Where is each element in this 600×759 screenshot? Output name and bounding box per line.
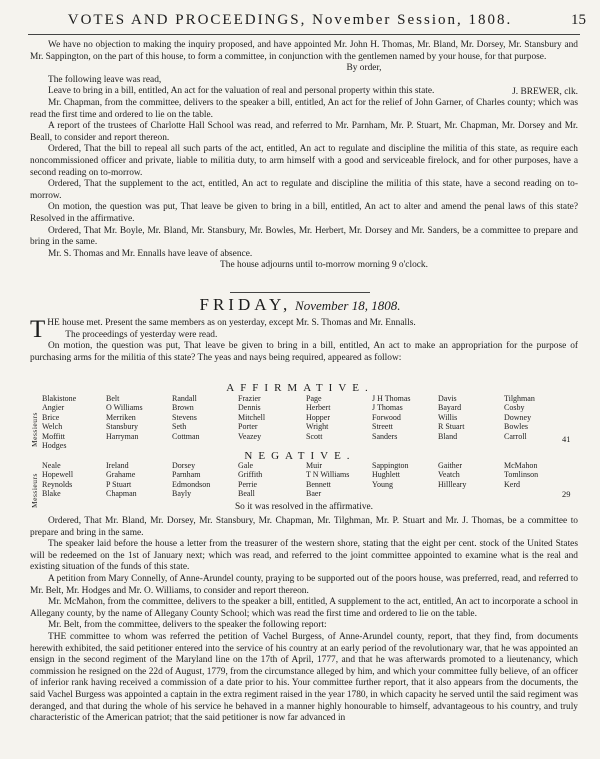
member-name: McMahon (504, 461, 538, 470)
vote-column (372, 461, 408, 489)
paragraph-text: HE house met. Present the same members as on yesterday, except Mr. S. Thomas and Mr. Ennalls. (47, 318, 416, 328)
member-name: Forwood (372, 412, 401, 422)
member-name: Davis (438, 394, 457, 403)
member-name: Young (372, 479, 393, 489)
paragraph: THE committee to whom was referred the petition of Vachel Burgess, of Anne-Arundel county, report, that they find, from documents herewith exhibited, the said petitioner entered into the service of his country at an early period of the revolutionary war, that he was appointed an ensign in the second regiment of the Maryland line on the 17th of April, 1777, and that he was afterwards promoted to a lieutenancy, which commission he resigned on the 22d of August, 1779, from the circumstance alleged by him, and which your committee fully believe, of an officer of inferior rank having received a commission of a date prior to his. Your committee further report, that it also appears from the documents, the said Vachel Burgess was appointed a captain in the extra regiment raised in the year 1780, in which capacity he served until the said regiment was deranged, and that during the whole of his service he behaved in a manner highly honourable to himself, advantageous to his country, and truly characteristic of the American patriot; that the said petitioner is now far advanced in (30, 631, 578, 724)
member-name: Harryman (106, 431, 139, 441)
member-name: Page (306, 394, 322, 403)
member-name: Dennis (238, 403, 261, 413)
member-name: Hopper (306, 412, 330, 422)
vote-column (238, 394, 265, 441)
member-name: Downey (504, 412, 532, 422)
member-name: Angier (42, 403, 65, 413)
page-number: 15 (571, 12, 586, 28)
paragraph: A report of the trustees of Charlotte Hall School was read, and referred to Mr. Parnham, Mr. P. Stuart, Mr. Chapman, Mr. Dorsey and Mr. Beall, to consider and report thereon. (30, 121, 578, 143)
member-name: Edmondson (172, 479, 211, 489)
member-name: Gale (238, 461, 254, 470)
vote-column (172, 461, 210, 499)
vote-column (106, 394, 143, 441)
member-name: Brown (172, 403, 194, 413)
member-name: J Thomas (372, 403, 403, 413)
member-name: Gaither (438, 461, 462, 470)
member-name: T N Williams (306, 470, 350, 480)
header-rule (28, 34, 580, 35)
member-name: Hughlett (372, 470, 400, 480)
vote-column (42, 461, 73, 499)
paragraph: Ordered, That Mr. Boyle, Mr. Bland, Mr. Stansbury, Mr. Bowles, Mr. Herbert, Mr. Dorsey and Mr. Sanders, be a committee to prepare and bring in the same. (30, 225, 578, 248)
member-name: Veazey (238, 431, 262, 441)
vote-column (504, 461, 538, 489)
paragraph: Mr. Chapman, from the committee, delivers to the speaker a bill, entitled, An act for the relief of John Garner, of Charles county; which was read the first time and ordered to lie on the table. (30, 97, 578, 120)
member-name: Beall (238, 489, 255, 499)
member-name: Stansbury (106, 422, 138, 432)
member-name: Baer (306, 489, 322, 499)
member-name: Bland (438, 431, 458, 441)
member-name: Parnham (172, 470, 201, 480)
nov17-proceedings (30, 40, 578, 272)
member-name: Hillleary (438, 479, 467, 489)
member-name: Brice (42, 412, 60, 422)
vote-column (42, 394, 76, 450)
messieurs-label: Messieurs (30, 412, 39, 447)
paragraph: The following leave was read, (48, 74, 162, 85)
member-name: Sappington (372, 461, 409, 470)
paragraph: We have no objection to making the inquiry proposed, and have appointed Mr. John H. Thomas, Mr. Bland, Mr. Dorsey, Mr. Stansbury and Mr. Sappington, on the part of this house, to form a committee, in conjunction with the gentlemen named by your house, for that purpose. (30, 40, 578, 62)
section-rule (230, 292, 370, 293)
member-name: Randall (172, 394, 197, 403)
paragraph: Ordered, That the supplement to the act, entitled, An act to regulate and discipline the militia of this state, have a second reading on to-morrow. (30, 179, 578, 201)
member-name: Porter (238, 422, 258, 432)
paragraph: Leave to bring in a bill, entitled, An act for the valuation of real and personal property within this state. (48, 86, 435, 97)
member-name: Perrie (238, 479, 258, 489)
paragraph: Mr. S. Thomas and Mr. Ennalls have leave of absence. (48, 248, 253, 259)
member-name: Herbert (306, 403, 331, 413)
member-name: Reynolds (42, 479, 73, 489)
member-name: P Stuart (106, 479, 132, 489)
member-name: Seth (172, 422, 187, 432)
by-order: By order, (346, 63, 382, 74)
vote-column (106, 461, 137, 499)
page-header (30, 12, 590, 34)
negative-total: 29 (562, 489, 571, 499)
friday-proceedings (30, 516, 578, 725)
paragraph: A petition from Mary Connelly, of Anne-Arundel county, praying to be supported out of the poors house, was preferred, read, and referred to Mr. Belt, Mr. Hodges and Mr. O. Williams, to consider and report thereon. (30, 573, 578, 596)
member-name: Belt (106, 394, 120, 403)
member-name: Scott (306, 431, 323, 441)
paragraph: Ordered, That the bill to repeal all such parts of the act, entitled, An act to regulate and discipline the militia of this state, as require each noncommissioned officer and private, liable to militia duty, to arm himself with a good and serviceable firelock, and for other purposes, have a second reading on to-morrow. (30, 144, 578, 178)
vote-column (372, 394, 411, 441)
paragraph: Mr. McMahon, from the committee, delivers to the speaker a bill, entitled, A supplement to the act, entitled, An act to incorporate a school in Allegany county, by the name of Allegany County School; which was read the first time and ordered to lie on the table. (30, 597, 578, 619)
member-name: Bennett (306, 479, 331, 489)
paragraph: Mr. Belt, from the committee, delivers to the speaker the following report: (48, 620, 327, 631)
vote-column (438, 461, 466, 489)
drop-cap: T (30, 316, 46, 343)
member-name: Muir (306, 461, 322, 470)
affirmative-heading: AFFIRMATIVE. (226, 382, 374, 394)
member-name: Tomlinson (504, 470, 539, 480)
member-name: Hodges (42, 441, 67, 451)
member-name: Stevens (172, 412, 197, 422)
member-name: Veatch (438, 470, 460, 480)
member-name: Neale (42, 461, 61, 470)
paragraph: On motion, the question was put, That leave be given to bring in a bill, entitled, An act to make an appropriation for the purpose of purchasing arms for the militia of this state? The yeas and nays being required, appeared as follow: (30, 341, 578, 363)
member-name: J H Thomas (372, 394, 411, 403)
messieurs-label: Messieurs (30, 473, 39, 508)
adjournment: The house adjourns until to-morrow morning 9 o'clock. (220, 260, 428, 271)
clerk-signature: J. BREWER, clk. (512, 87, 578, 97)
friday-opening (30, 318, 578, 364)
member-name: Cottman (172, 431, 200, 441)
member-name: Tilghman (504, 394, 535, 403)
vote-column (306, 461, 349, 499)
paragraph: Ordered, That Mr. Bland, Mr. Dorsey, Mr. Stansbury, Mr. Chapman, Mr. Tilghman, Mr. P. Stuart and Mr. J. Thomas, be a committee to prepare and bring in the same. (30, 516, 578, 538)
member-name: Bowles (504, 422, 528, 432)
paragraph: The speaker laid before the house a letter from the treasurer of the western shore, stating that the eight per cent. stock of the United States will be redeemed on the 1st of January next; which was read, and referred to the joint committee appointed to examine what is the real and existing situation of the funds of this state. (30, 539, 578, 573)
member-name: Kerd (504, 479, 520, 489)
day-heading (0, 295, 600, 315)
member-name: Bayard (438, 403, 462, 413)
member-name: Chapman (106, 489, 137, 499)
member-name: Hopewell (42, 470, 74, 480)
member-name: Streett (372, 422, 393, 432)
member-name: Dorsey (172, 461, 196, 470)
member-name: Frazier (238, 394, 261, 403)
member-name: Carroll (504, 431, 527, 441)
member-name: Blake (42, 489, 61, 499)
member-name: Bayly (172, 489, 192, 499)
vote-column (306, 394, 330, 441)
vote-column (172, 394, 200, 441)
member-name: Wright (306, 422, 329, 432)
member-name: Welch (42, 422, 63, 432)
member-name: R Stuart (438, 422, 465, 432)
negative-heading: NEGATIVE. (244, 450, 356, 462)
member-name: Ireland (106, 461, 129, 470)
vote-column (238, 461, 262, 499)
member-name: Griffith (238, 470, 263, 480)
running-title: VOTES AND PROCEEDINGS, November Session, 1808. (67, 12, 513, 28)
member-name: Mitchell (238, 412, 266, 422)
member-name: Moffitt (42, 431, 65, 441)
day-name: FRIDAY, (199, 295, 292, 314)
vote-column (438, 394, 464, 441)
affirmative-total: 41 (562, 434, 571, 444)
vote-column (504, 394, 535, 441)
day-date: November 18, 1808. (295, 298, 401, 313)
member-name: Cosby (504, 403, 525, 413)
member-name: Blakistone (42, 394, 77, 403)
member-name: Sanders (372, 431, 398, 441)
member-name: O Williams (106, 403, 143, 413)
vote-result: So it was resolved in the affirmative. (234, 502, 374, 512)
member-name: Merriken (106, 412, 136, 422)
paragraph: The proceedings of yesterday were read. (65, 329, 218, 340)
member-name: Willis (438, 412, 458, 422)
paragraph: On motion, the question was put, That leave be given to bring in a bill, entitled, An act to alter and amend the penal laws of this state? Resolved in the affirmative. (30, 202, 578, 224)
member-name: Grahame (106, 470, 136, 480)
